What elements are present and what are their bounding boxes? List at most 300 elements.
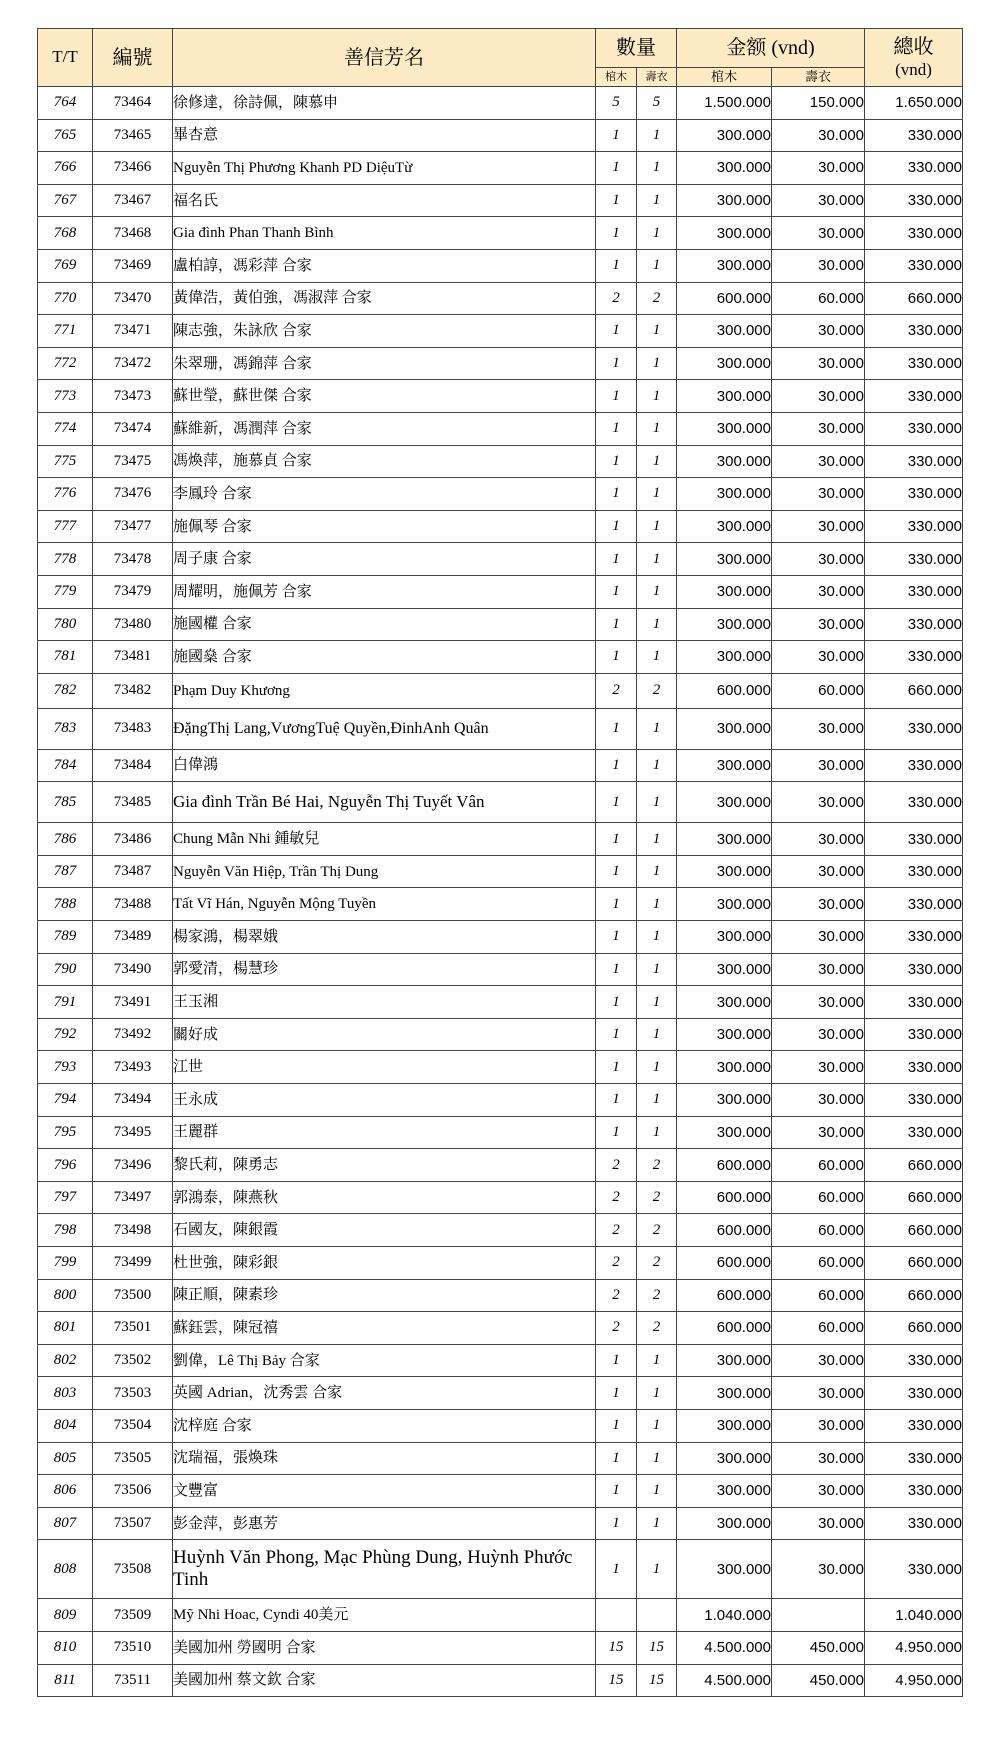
row-total: 330.000	[865, 217, 963, 250]
row-qty-coffin: 1	[596, 953, 637, 986]
row-total: 330.000	[865, 953, 963, 986]
row-code: 73487	[93, 855, 173, 888]
row-qty-coffin: 1	[596, 445, 637, 478]
row-donor-name: 施國燊 合家	[173, 641, 596, 674]
row-qty-shroud: 1	[637, 953, 677, 986]
row-code: 73483	[93, 708, 173, 749]
row-qty-shroud: 15	[637, 1631, 677, 1664]
table-row	[38, 1631, 963, 1664]
table-row	[38, 1279, 963, 1312]
row-qty-coffin: 1	[596, 217, 637, 250]
row-amount-shroud: 30.000	[772, 1377, 865, 1410]
row-total: 330.000	[865, 543, 963, 576]
row-number: 799	[38, 1247, 93, 1280]
row-total: 330.000	[865, 1409, 963, 1442]
row-number: 767	[38, 184, 93, 217]
row-qty-shroud: 2	[637, 1247, 677, 1280]
row-qty-shroud: 2	[637, 1214, 677, 1247]
row-amount-shroud: 30.000	[772, 119, 865, 152]
row-amount-shroud: 30.000	[772, 510, 865, 543]
row-donor-name: 徐修達，徐詩佩，陳慕申	[173, 87, 596, 120]
row-total: 330.000	[865, 1084, 963, 1117]
row-number: 795	[38, 1116, 93, 1149]
row-code: 73476	[93, 478, 173, 511]
row-amount-shroud: 30.000	[772, 543, 865, 576]
row-code: 73468	[93, 217, 173, 250]
row-donor-name: 蘇世瑩，蘇世傑 合家	[173, 380, 596, 413]
row-number: 805	[38, 1442, 93, 1475]
row-donor-name: Phạm Duy Khương	[173, 673, 596, 708]
row-amount-shroud: 30.000	[772, 184, 865, 217]
row-qty-shroud: 1	[637, 152, 677, 185]
header-total	[865, 29, 963, 87]
row-number: 776	[38, 478, 93, 511]
row-total: 4.950.000	[865, 1631, 963, 1664]
row-qty-coffin: 1	[596, 1116, 637, 1149]
row-total: 330.000	[865, 1344, 963, 1377]
row-code: 73510	[93, 1631, 173, 1664]
row-amount-coffin: 300.000	[677, 782, 772, 823]
row-amount-shroud: 150.000	[772, 87, 865, 120]
row-total: 330.000	[865, 823, 963, 856]
row-qty-shroud: 15	[637, 1664, 677, 1697]
row-amount-shroud: 30.000	[772, 1475, 865, 1508]
row-donor-name: 關好成	[173, 1018, 596, 1051]
row-amount-shroud: 60.000	[772, 1214, 865, 1247]
row-donor-name: 沈瑞福，張煥珠	[173, 1442, 596, 1475]
row-number: 807	[38, 1507, 93, 1540]
table-row	[38, 1540, 963, 1599]
row-amount-coffin: 4.500.000	[677, 1664, 772, 1697]
row-donor-name: Nguyễn Thị Phương Khanh PD DiệuTừ	[173, 152, 596, 185]
row-amount-coffin: 300.000	[677, 1084, 772, 1117]
row-amount-shroud: 30.000	[772, 575, 865, 608]
row-qty-coffin: 1	[596, 1344, 637, 1377]
row-qty-shroud: 1	[637, 1018, 677, 1051]
row-qty-coffin: 1	[596, 986, 637, 1019]
table-row	[38, 87, 963, 120]
row-code: 73479	[93, 575, 173, 608]
row-donor-name: 施佩琴 合家	[173, 510, 596, 543]
row-amount-shroud: 30.000	[772, 412, 865, 445]
table-row	[38, 478, 963, 511]
table-row	[38, 543, 963, 576]
row-amount-coffin: 1.040.000	[677, 1599, 772, 1632]
row-qty-shroud: 1	[637, 1344, 677, 1377]
row-number: 806	[38, 1475, 93, 1508]
table-row	[38, 1116, 963, 1149]
row-number: 779	[38, 575, 93, 608]
row-qty-shroud: 1	[637, 888, 677, 921]
row-code: 73488	[93, 888, 173, 921]
row-number: 773	[38, 380, 93, 413]
row-donor-name: 畢杏意	[173, 119, 596, 152]
row-amount-coffin: 300.000	[677, 543, 772, 576]
row-total: 330.000	[865, 380, 963, 413]
row-donor-name: 王玉湘	[173, 986, 596, 1019]
row-amount-shroud: 450.000	[772, 1631, 865, 1664]
row-total: 660.000	[865, 1247, 963, 1280]
row-total: 330.000	[865, 1507, 963, 1540]
row-number: 778	[38, 543, 93, 576]
row-donor-name: 郭愛清，楊慧珍	[173, 953, 596, 986]
header-amount: 金额 (vnd)	[677, 29, 865, 68]
row-donor-name: 沈梓庭 合家	[173, 1409, 596, 1442]
header-amount-shroud: 壽衣	[772, 68, 865, 87]
row-qty-shroud: 1	[637, 478, 677, 511]
row-total: 330.000	[865, 1475, 963, 1508]
row-qty-shroud: 1	[637, 445, 677, 478]
header-total-label: 總收	[893, 35, 934, 58]
row-total: 330.000	[865, 708, 963, 749]
row-qty-coffin: 1	[596, 249, 637, 282]
row-code: 73493	[93, 1051, 173, 1084]
row-number: 791	[38, 986, 93, 1019]
row-qty-shroud: 1	[637, 1442, 677, 1475]
row-number: 766	[38, 152, 93, 185]
table-row	[38, 673, 963, 708]
row-amount-coffin: 300.000	[677, 641, 772, 674]
row-amount-shroud: 30.000	[772, 782, 865, 823]
row-qty-coffin: 1	[596, 708, 637, 749]
row-amount-shroud: 60.000	[772, 282, 865, 315]
row-donor-name: Chung Mẫn Nhi 鍾敏兒	[173, 823, 596, 856]
row-qty-shroud: 1	[637, 510, 677, 543]
row-amount-coffin: 1.500.000	[677, 87, 772, 120]
row-amount-shroud	[772, 1599, 865, 1632]
row-number: 792	[38, 1018, 93, 1051]
row-amount-shroud: 60.000	[772, 1247, 865, 1280]
header-amount-coffin: 棺木	[677, 68, 772, 87]
row-qty-shroud: 1	[637, 1409, 677, 1442]
row-number: 780	[38, 608, 93, 641]
row-code: 73492	[93, 1018, 173, 1051]
row-donor-name: 黃偉浩，黃伯強，馮淑萍 合家	[173, 282, 596, 315]
row-code: 73503	[93, 1377, 173, 1410]
table-row	[38, 608, 963, 641]
row-donor-name: 王麗群	[173, 1116, 596, 1149]
row-donor-name: 彭金萍，彭惠芳	[173, 1507, 596, 1540]
row-number: 787	[38, 855, 93, 888]
table-row	[38, 1475, 963, 1508]
row-number: 794	[38, 1084, 93, 1117]
table-row	[38, 1344, 963, 1377]
row-amount-shroud: 30.000	[772, 921, 865, 954]
row-qty-coffin: 1	[596, 1507, 637, 1540]
row-code: 73469	[93, 249, 173, 282]
row-number: 785	[38, 782, 93, 823]
table-row	[38, 1442, 963, 1475]
row-qty-coffin: 1	[596, 1540, 637, 1599]
row-number: 771	[38, 315, 93, 348]
row-number: 772	[38, 347, 93, 380]
row-total: 330.000	[865, 445, 963, 478]
row-amount-coffin: 600.000	[677, 1149, 772, 1182]
table-row	[38, 119, 963, 152]
row-code: 73482	[93, 673, 173, 708]
table-row	[38, 1084, 963, 1117]
row-total: 660.000	[865, 282, 963, 315]
row-number: 784	[38, 749, 93, 782]
row-qty-coffin: 15	[596, 1631, 637, 1664]
row-qty-shroud: 1	[637, 380, 677, 413]
row-code: 73490	[93, 953, 173, 986]
row-qty-shroud: 5	[637, 87, 677, 120]
table-row	[38, 347, 963, 380]
row-total: 330.000	[865, 1116, 963, 1149]
row-amount-coffin: 300.000	[677, 478, 772, 511]
row-amount-coffin: 300.000	[677, 347, 772, 380]
row-qty-coffin: 5	[596, 87, 637, 120]
table-row	[38, 315, 963, 348]
row-amount-coffin: 300.000	[677, 412, 772, 445]
table-row	[38, 823, 963, 856]
row-number: 796	[38, 1149, 93, 1182]
table-row	[38, 986, 963, 1019]
table-row	[38, 641, 963, 674]
table-row	[38, 1181, 963, 1214]
row-amount-coffin: 300.000	[677, 749, 772, 782]
row-donor-name: 劉偉，Lê Thị Bảy 合家	[173, 1344, 596, 1377]
row-donor-name: Nguyễn Văn Hiệp, Trần Thị Dung	[173, 855, 596, 888]
row-qty-shroud: 2	[637, 1312, 677, 1345]
row-code: 73498	[93, 1214, 173, 1247]
row-number: 804	[38, 1409, 93, 1442]
row-amount-coffin: 300.000	[677, 380, 772, 413]
header-name: 善信芳名	[173, 29, 596, 87]
row-amount-coffin: 300.000	[677, 888, 772, 921]
row-number: 768	[38, 217, 93, 250]
row-number: 810	[38, 1631, 93, 1664]
row-code: 73501	[93, 1312, 173, 1345]
row-total: 330.000	[865, 315, 963, 348]
row-number: 800	[38, 1279, 93, 1312]
row-total: 330.000	[865, 749, 963, 782]
row-total: 330.000	[865, 510, 963, 543]
row-amount-shroud: 30.000	[772, 1018, 865, 1051]
row-number: 769	[38, 249, 93, 282]
row-qty-coffin: 1	[596, 315, 637, 348]
row-amount-shroud: 450.000	[772, 1664, 865, 1697]
row-code: 73477	[93, 510, 173, 543]
row-amount-coffin: 600.000	[677, 1247, 772, 1280]
row-donor-name: 石國友，陳銀霞	[173, 1214, 596, 1247]
row-amount-coffin: 300.000	[677, 1116, 772, 1149]
row-amount-coffin: 300.000	[677, 249, 772, 282]
row-qty-coffin: 1	[596, 608, 637, 641]
row-amount-coffin: 300.000	[677, 823, 772, 856]
row-amount-shroud: 30.000	[772, 953, 865, 986]
row-donor-name: Gia đình Trần Bé Hai, Nguyễn Thị Tuyết Vân	[173, 782, 596, 823]
row-donor-name: 白偉鴻	[173, 749, 596, 782]
row-code: 73509	[93, 1599, 173, 1632]
row-number: 765	[38, 119, 93, 152]
row-amount-shroud: 30.000	[772, 1084, 865, 1117]
row-donor-name: 馮煥萍，施慕貞 合家	[173, 445, 596, 478]
row-amount-shroud: 30.000	[772, 855, 865, 888]
table-row	[38, 1409, 963, 1442]
table-row	[38, 445, 963, 478]
row-code: 73478	[93, 543, 173, 576]
row-number: 775	[38, 445, 93, 478]
row-total: 660.000	[865, 1312, 963, 1345]
table-row	[38, 184, 963, 217]
row-total: 330.000	[865, 1377, 963, 1410]
header-quantity: 數量	[596, 29, 677, 68]
row-donor-name: 蘇維新，馮潤萍 合家	[173, 412, 596, 445]
row-code: 73496	[93, 1149, 173, 1182]
row-number: 790	[38, 953, 93, 986]
row-amount-shroud: 30.000	[772, 1051, 865, 1084]
row-amount-shroud: 30.000	[772, 217, 865, 250]
row-total: 330.000	[865, 249, 963, 282]
table-row	[38, 1149, 963, 1182]
row-number: 782	[38, 673, 93, 708]
row-code: 73465	[93, 119, 173, 152]
row-number: 786	[38, 823, 93, 856]
row-total: 660.000	[865, 1149, 963, 1182]
row-qty-coffin: 1	[596, 543, 637, 576]
row-qty-coffin: 2	[596, 282, 637, 315]
row-amount-coffin: 600.000	[677, 1214, 772, 1247]
table-row	[38, 249, 963, 282]
row-qty-coffin: 1	[596, 347, 637, 380]
row-qty-coffin: 1	[596, 1018, 637, 1051]
row-amount-shroud: 30.000	[772, 152, 865, 185]
row-qty-coffin: 1	[596, 510, 637, 543]
row-total: 330.000	[865, 888, 963, 921]
row-amount-coffin: 300.000	[677, 708, 772, 749]
row-qty-shroud: 1	[637, 119, 677, 152]
row-donor-name: 陳正順，陳素珍	[173, 1279, 596, 1312]
row-qty-shroud: 1	[637, 1051, 677, 1084]
row-amount-coffin: 300.000	[677, 184, 772, 217]
row-code: 73475	[93, 445, 173, 478]
row-amount-shroud: 30.000	[772, 888, 865, 921]
row-amount-coffin: 300.000	[677, 921, 772, 954]
header-code: 編號	[93, 29, 173, 87]
row-qty-coffin: 1	[596, 1084, 637, 1117]
row-qty-coffin: 2	[596, 1312, 637, 1345]
row-qty-coffin: 1	[596, 1442, 637, 1475]
table-row	[38, 921, 963, 954]
row-amount-coffin: 600.000	[677, 282, 772, 315]
row-donor-name: 周耀明，施佩芳 合家	[173, 575, 596, 608]
row-qty-coffin: 1	[596, 1051, 637, 1084]
row-qty-shroud: 1	[637, 575, 677, 608]
table-row	[38, 749, 963, 782]
row-qty-coffin: 2	[596, 1181, 637, 1214]
row-qty-coffin: 1	[596, 1409, 637, 1442]
row-number: 801	[38, 1312, 93, 1345]
row-donor-name: Gia đình Phan Thanh Bình	[173, 217, 596, 250]
row-qty-shroud: 1	[637, 855, 677, 888]
row-qty-coffin: 1	[596, 641, 637, 674]
row-donor-name: 江世	[173, 1051, 596, 1084]
row-donor-name: 陳志強，朱詠欣 合家	[173, 315, 596, 348]
row-code: 73494	[93, 1084, 173, 1117]
row-donor-name: 施國權 合家	[173, 608, 596, 641]
row-qty-coffin: 1	[596, 823, 637, 856]
row-qty-coffin: 1	[596, 855, 637, 888]
row-donor-name: 李鳳玲 合家	[173, 478, 596, 511]
row-qty-shroud: 1	[637, 1116, 677, 1149]
row-amount-shroud: 30.000	[772, 478, 865, 511]
row-qty-shroud	[637, 1599, 677, 1632]
row-qty-coffin: 1	[596, 782, 637, 823]
row-code: 73480	[93, 608, 173, 641]
table-row	[38, 1051, 963, 1084]
row-donor-name: 蘇鈺雲，陳冠禧	[173, 1312, 596, 1345]
row-code: 73502	[93, 1344, 173, 1377]
row-qty-coffin: 1	[596, 888, 637, 921]
row-total: 1.650.000	[865, 87, 963, 120]
row-amount-coffin: 300.000	[677, 510, 772, 543]
row-amount-coffin: 600.000	[677, 673, 772, 708]
table-row	[38, 782, 963, 823]
row-amount-coffin: 300.000	[677, 575, 772, 608]
row-total: 330.000	[865, 575, 963, 608]
row-donor-name: Tất Vĩ Hán, Nguyễn Mộng Tuyền	[173, 888, 596, 921]
row-number: 783	[38, 708, 93, 749]
row-code: 73484	[93, 749, 173, 782]
row-amount-shroud: 30.000	[772, 380, 865, 413]
row-total: 660.000	[865, 1214, 963, 1247]
row-number: 789	[38, 921, 93, 954]
row-qty-coffin: 1	[596, 749, 637, 782]
row-qty-shroud: 1	[637, 315, 677, 348]
row-amount-shroud: 30.000	[772, 1344, 865, 1377]
row-qty-shroud: 1	[637, 249, 677, 282]
row-code: 73470	[93, 282, 173, 315]
row-qty-shroud: 1	[637, 823, 677, 856]
donation-table	[37, 28, 963, 1697]
table-row	[38, 380, 963, 413]
row-donor-name: 文豐富	[173, 1475, 596, 1508]
row-total: 330.000	[865, 1051, 963, 1084]
row-code: 73504	[93, 1409, 173, 1442]
row-qty-shroud: 2	[637, 1279, 677, 1312]
row-qty-coffin: 1	[596, 412, 637, 445]
row-qty-coffin: 1	[596, 478, 637, 511]
row-qty-shroud: 1	[637, 347, 677, 380]
row-qty-shroud: 1	[637, 543, 677, 576]
row-amount-coffin: 300.000	[677, 1377, 772, 1410]
row-total: 660.000	[865, 1181, 963, 1214]
row-amount-coffin: 300.000	[677, 608, 772, 641]
row-amount-coffin: 300.000	[677, 1409, 772, 1442]
row-number: 781	[38, 641, 93, 674]
row-amount-shroud: 30.000	[772, 608, 865, 641]
table-row	[38, 1247, 963, 1280]
table-row	[38, 217, 963, 250]
row-code: 73485	[93, 782, 173, 823]
row-code: 73466	[93, 152, 173, 185]
row-qty-shroud: 1	[637, 608, 677, 641]
row-number: 764	[38, 87, 93, 120]
row-donor-name: 楊家鴻，楊翠娥	[173, 921, 596, 954]
row-code: 73464	[93, 87, 173, 120]
row-total: 330.000	[865, 782, 963, 823]
row-donor-name: ĐặngThị Lang,VươngTuệ Quyền,ĐinhAnh Quân	[173, 708, 596, 749]
row-number: 803	[38, 1377, 93, 1410]
row-total: 330.000	[865, 119, 963, 152]
row-amount-coffin: 4.500.000	[677, 1631, 772, 1664]
row-code: 73471	[93, 315, 173, 348]
row-qty-shroud: 1	[637, 708, 677, 749]
row-donor-name: 美國加州 勞國明 合家	[173, 1631, 596, 1664]
row-donor-name: 王永成	[173, 1084, 596, 1117]
